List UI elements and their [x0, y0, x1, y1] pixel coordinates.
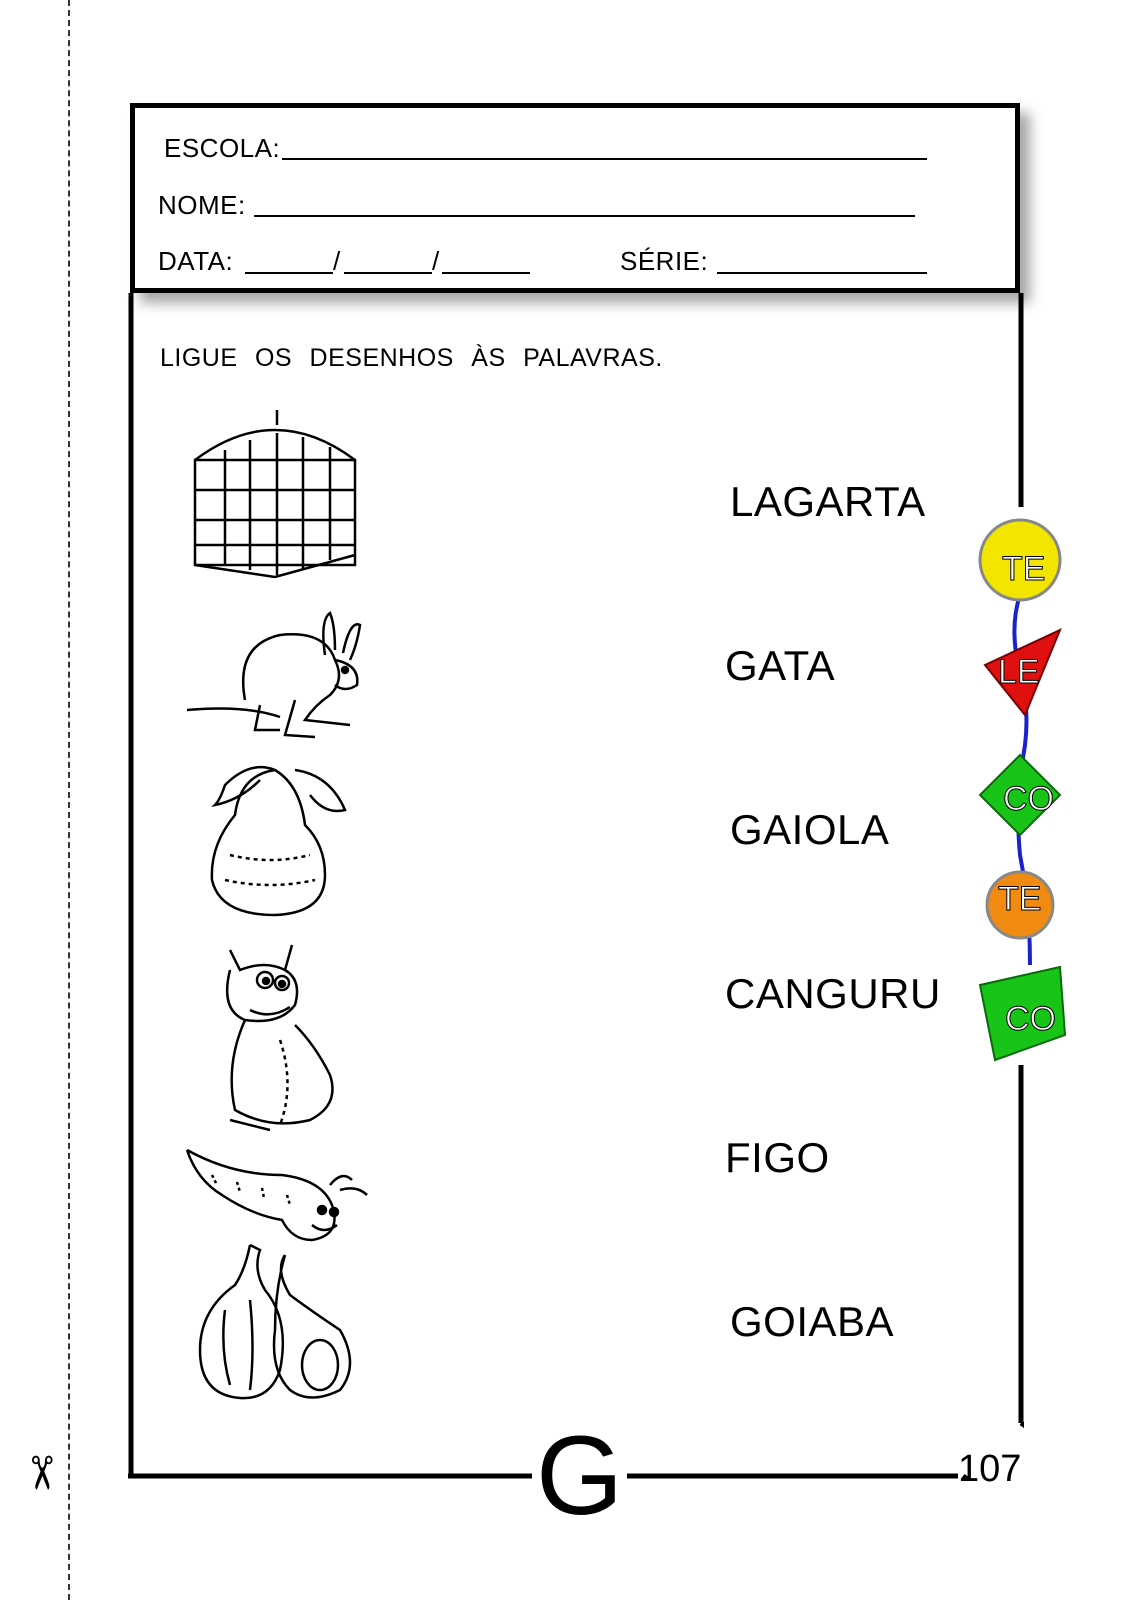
data-day-field[interactable] [245, 272, 333, 274]
scissors-icon: ✂ [14, 1453, 69, 1493]
serie-label: SÉRIE: [620, 246, 709, 276]
nome-field[interactable] [254, 215, 915, 217]
bead-label: LE [998, 653, 1040, 691]
header-box [130, 103, 1020, 293]
word-canguru: CANGURU [725, 970, 941, 1017]
page-number: 107 [958, 1448, 1022, 1490]
word-goiaba: GOIABA [730, 1298, 895, 1345]
data-month-field[interactable] [344, 272, 432, 274]
escola-field[interactable] [282, 158, 927, 160]
nome-label: NOME: [158, 190, 246, 220]
date-separator: / [333, 246, 341, 276]
guava-icon [200, 755, 355, 920]
word-gaiola: GAIOLA [730, 806, 890, 853]
escola-label: ESCOLA: [164, 133, 281, 163]
serie-field[interactable] [717, 272, 927, 274]
bead-string [970, 505, 1075, 1075]
bead-label: TE [998, 880, 1042, 918]
bead-label: CO [1005, 1000, 1056, 1038]
fig-icon [195, 1240, 360, 1405]
instruction-text: LIGUE OS DESENHOS ÀS PALAVRAS. [160, 344, 663, 372]
bead-label: CO [1003, 780, 1054, 818]
kangaroo-icon [185, 605, 370, 745]
caterpillar-icon [182, 1140, 372, 1250]
word-lagarta: LAGARTA [730, 478, 926, 525]
date-separator: / [432, 246, 440, 276]
word-gata: GATA [725, 642, 836, 689]
data-year-field[interactable] [442, 272, 530, 274]
letter-g: G [532, 1420, 627, 1532]
word-figo: FIGO [725, 1134, 830, 1181]
cage-icon [185, 405, 365, 585]
data-label: DATA: [158, 246, 234, 276]
bead-label: TE [1002, 550, 1046, 588]
cut-line [68, 0, 70, 1600]
cat-icon [210, 935, 345, 1140]
